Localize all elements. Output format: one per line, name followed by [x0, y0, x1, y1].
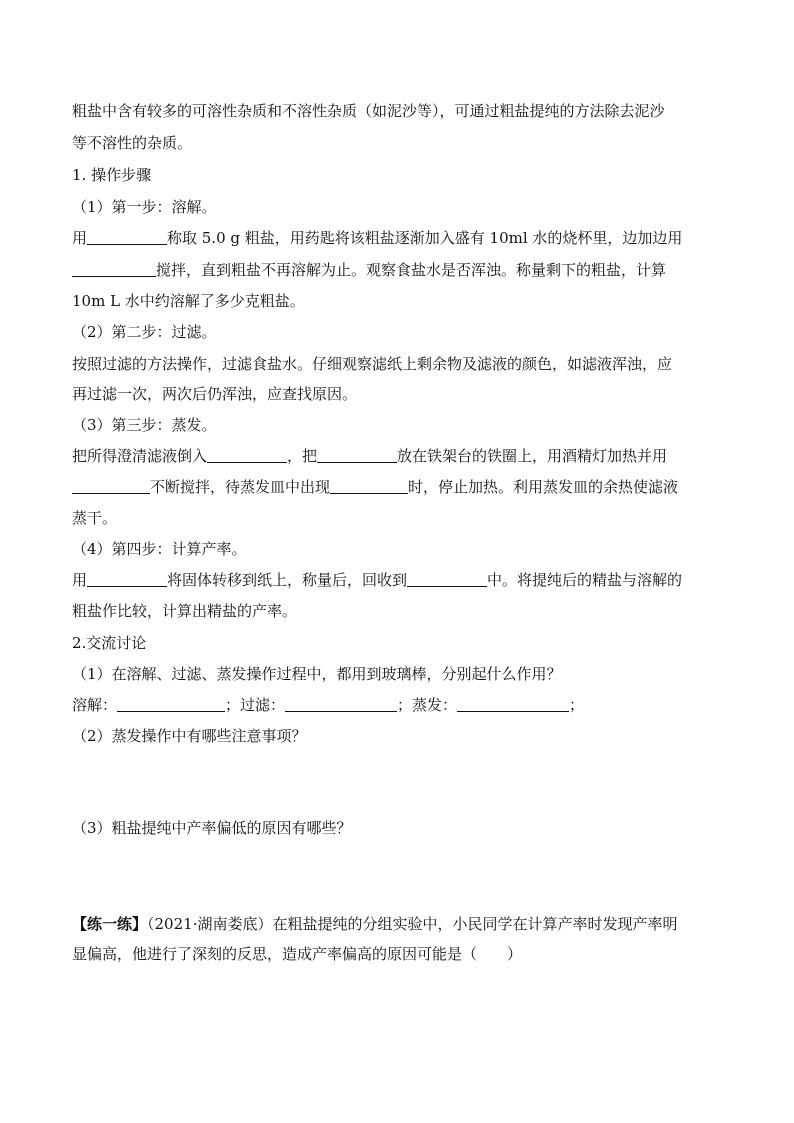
step-3-line-2	[72, 477, 722, 497]
fill-blank	[330, 478, 408, 494]
step-3-text-c: 放在铁架台的铁圈上，用酒精灯加热并用	[397, 447, 668, 465]
question-2: （2）蒸发操作中有哪些注意事项？	[72, 727, 307, 745]
step-2-line-2: 再过滤一次，两次后仍浑浊，应查找原因。	[72, 385, 358, 403]
step-3-line-1	[72, 446, 722, 466]
fill-blank	[72, 478, 150, 494]
step-4-text-c: 中。将提纯后的精盐与溶解的	[487, 571, 683, 589]
step-1-heading: （1）第一步：溶解。	[72, 198, 217, 216]
step-2-line-1: 按照过滤的方法操作，过滤食盐水。仔细观察滤纸上剩余物及滤液的颜色，如滤液浑浊，应	[72, 355, 673, 373]
practice-line-1	[72, 914, 722, 934]
practice-text-1: （2021·湖南娄底）在粗盐提纯的分组实验中，小民同学在计算产率时发现产率明	[147, 915, 678, 933]
step-4-line-2: 粗盐作比较，计算出精盐的产率。	[72, 602, 298, 620]
step-2-heading: （2）第二步：过滤。	[72, 323, 217, 341]
step-1-line-2	[72, 260, 722, 280]
answer-label-evaporate: ；蒸发：	[397, 696, 458, 714]
answer-label-filter: ；过滤：	[225, 696, 286, 714]
question-1-answer-line	[72, 695, 722, 715]
step-1-text-b: 称取 5.0 g 粗盐，用药匙将该粗盐逐渐加入盛有 10ml 水的烧杯里，边加边用	[167, 229, 683, 247]
question-1: （1）在溶解、过滤、蒸发操作过程中，都用到玻璃棒，分别起什么作用？	[72, 665, 562, 683]
fill-blank	[87, 229, 167, 245]
step-3-heading: （3）第三步：蒸发。	[72, 416, 217, 434]
answer-end: ；	[569, 696, 585, 714]
fill-blank	[207, 447, 287, 463]
intro-line-2: 等不溶性的杂质。	[72, 134, 193, 152]
fill-blank	[87, 571, 167, 587]
step-1-text-a: 用	[72, 229, 88, 247]
fill-blank	[317, 447, 397, 463]
question-3: （3）粗盐提纯中产率偏低的原因有哪些？	[72, 819, 352, 837]
fill-blank	[407, 571, 487, 587]
step-3-text-e: 时，停止加热。利用蒸发皿的余热使滤液	[408, 478, 679, 496]
step-3-text-d: 不断搅拌，待蒸发皿中出现	[150, 478, 331, 496]
step-3-text-a: 把所得澄清滤液倒入	[72, 447, 208, 465]
step-4-heading: （4）第四步：计算产率。	[72, 540, 247, 558]
fill-blank	[457, 696, 569, 712]
step-1-line-1	[72, 228, 722, 248]
step-4-text-b: 将固体转移到纸上，称量后，回收到	[167, 571, 408, 589]
section-2-title: 2.交流讨论	[72, 634, 147, 652]
section-1-title: 1. 操作步骤	[72, 166, 152, 184]
intro-line-1: 粗盐中含有较多的可溶性杂质和不溶性杂质（如泥沙等），可通过粗盐提纯的方法除去泥沙	[72, 102, 665, 120]
step-3-text-b: ，把	[287, 447, 318, 465]
step-4-text-a: 用	[72, 571, 88, 589]
fill-blank	[117, 696, 225, 712]
practice-tag: 【练一练】	[72, 915, 148, 933]
fill-blank	[285, 696, 397, 712]
answer-label-dissolve: 溶解：	[72, 696, 118, 714]
step-3-line-3: 蒸干。	[72, 509, 118, 527]
practice-line-2: 显偏高，他进行了深刻的反思，造成产率偏高的原因可能是（ ）	[72, 945, 523, 963]
step-4-line-1	[72, 570, 722, 590]
step-1-text-c: 搅拌，直到粗盐不再溶解为止。观察食盐水是否浑浊。称量剩下的粗盐，计算	[156, 261, 667, 279]
fill-blank	[72, 261, 156, 277]
step-1-line-3: 10m L 水中约溶解了多少克粗盐。	[72, 292, 305, 310]
